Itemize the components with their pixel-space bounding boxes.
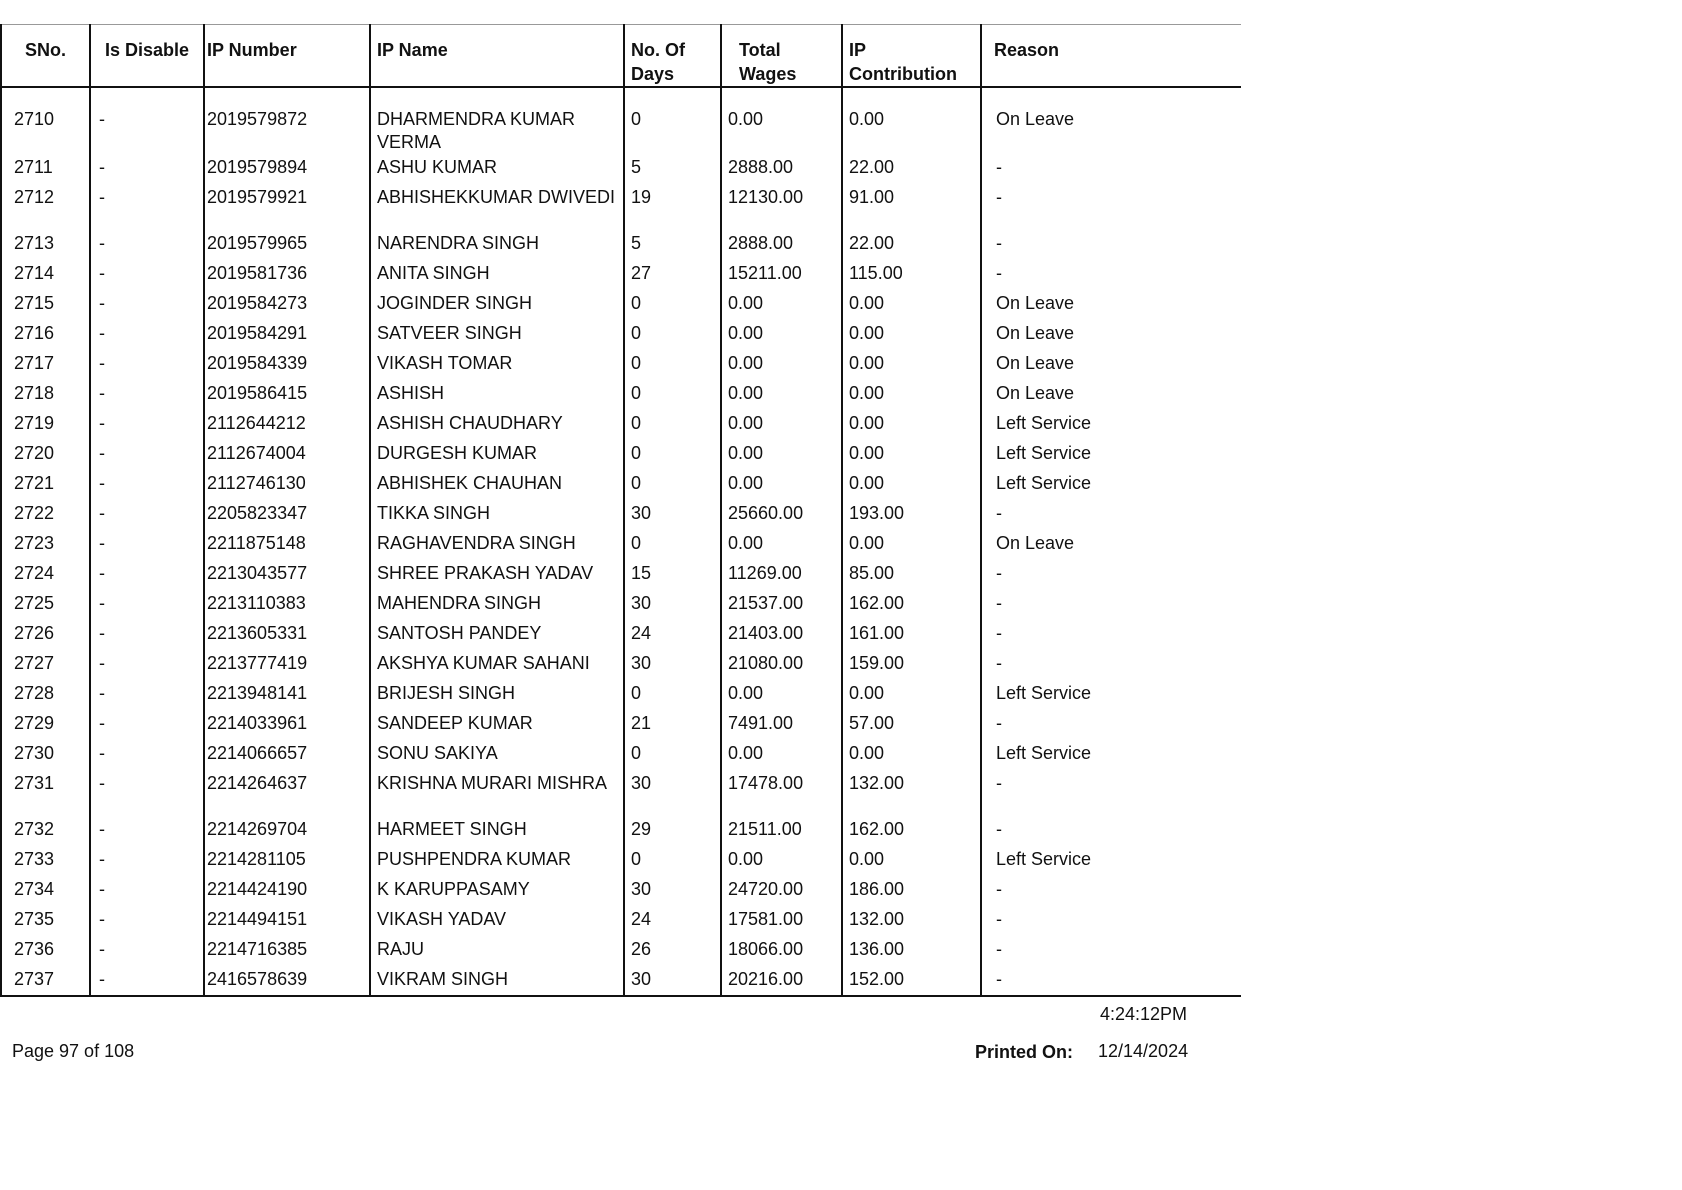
- cell-reason: -: [981, 260, 1241, 290]
- cell-sno: 2733: [1, 846, 90, 876]
- cell-is-disable: -: [90, 184, 204, 230]
- table-row: [1, 906, 1241, 936]
- cell-no-of-days: 5: [624, 154, 721, 184]
- cell-sno: 2730: [1, 740, 90, 770]
- table-row: [1, 936, 1241, 966]
- table-row: [1, 816, 1241, 846]
- report-sheet: [0, 24, 1240, 997]
- cell-ip-number: 2019586415: [204, 380, 370, 410]
- cell-ip-number: 2112746130: [204, 470, 370, 500]
- cell-sno: 2731: [1, 770, 90, 816]
- cell-is-disable: -: [90, 620, 204, 650]
- header-no-of-days: No. Of Days: [624, 25, 721, 88]
- cell-total-wages: 11269.00: [721, 560, 842, 590]
- cell-no-of-days: 30: [624, 770, 721, 816]
- cell-ip-name: ANITA SINGH: [370, 260, 624, 290]
- cell-total-wages: 0.00: [721, 87, 842, 154]
- cell-ip-name: ASHU KUMAR: [370, 154, 624, 184]
- cell-ip-contribution: 115.00: [842, 260, 981, 290]
- cell-is-disable: -: [90, 440, 204, 470]
- cell-reason: -: [981, 966, 1241, 996]
- cell-total-wages: 0.00: [721, 530, 842, 560]
- cell-no-of-days: 0: [624, 87, 721, 154]
- cell-is-disable: -: [90, 966, 204, 996]
- cell-no-of-days: 0: [624, 350, 721, 380]
- table-row: [1, 320, 1241, 350]
- cell-ip-number: 2214066657: [204, 740, 370, 770]
- table-row: [1, 530, 1241, 560]
- cell-ip-contribution: 136.00: [842, 936, 981, 966]
- cell-ip-number: 2214716385: [204, 936, 370, 966]
- cell-ip-number: 2205823347: [204, 500, 370, 530]
- cell-ip-contribution: 0.00: [842, 410, 981, 440]
- cell-no-of-days: 0: [624, 530, 721, 560]
- cell-is-disable: -: [90, 87, 204, 154]
- cell-no-of-days: 30: [624, 966, 721, 996]
- cell-sno: 2711: [1, 154, 90, 184]
- cell-ip-number: 2213948141: [204, 680, 370, 710]
- cell-ip-number: 2019579872: [204, 87, 370, 154]
- cell-is-disable: -: [90, 710, 204, 740]
- cell-reason: -: [981, 876, 1241, 906]
- cell-is-disable: -: [90, 740, 204, 770]
- printed-on-label: Printed On:: [975, 1042, 1073, 1062]
- cell-ip-contribution: 159.00: [842, 650, 981, 680]
- cell-ip-name: JOGINDER SINGH: [370, 290, 624, 320]
- cell-sno: 2734: [1, 876, 90, 906]
- header-row: [1, 25, 1241, 88]
- cell-ip-contribution: 161.00: [842, 620, 981, 650]
- cell-ip-contribution: 22.00: [842, 154, 981, 184]
- cell-reason: Left Service: [981, 410, 1241, 440]
- header-sno: SNo.: [1, 25, 90, 88]
- cell-reason: -: [981, 650, 1241, 680]
- cell-ip-number: 2416578639: [204, 966, 370, 996]
- cell-ip-contribution: 0.00: [842, 350, 981, 380]
- cell-no-of-days: 0: [624, 470, 721, 500]
- cell-reason: -: [981, 936, 1241, 966]
- cell-is-disable: -: [90, 680, 204, 710]
- cell-is-disable: -: [90, 650, 204, 680]
- table-row: [1, 184, 1241, 230]
- table-row: [1, 680, 1241, 710]
- cell-sno: 2736: [1, 936, 90, 966]
- cell-ip-name: HARMEET SINGH: [370, 816, 624, 846]
- cell-ip-name: RAGHAVENDRA SINGH: [370, 530, 624, 560]
- table-row: [1, 500, 1241, 530]
- cell-sno: 2716: [1, 320, 90, 350]
- table-row: [1, 260, 1241, 290]
- table-row: [1, 440, 1241, 470]
- cell-ip-number: 2214424190: [204, 876, 370, 906]
- cell-total-wages: 12130.00: [721, 184, 842, 230]
- cell-ip-contribution: 0.00: [842, 440, 981, 470]
- cell-reason: -: [981, 906, 1241, 936]
- cell-ip-number: 2213110383: [204, 590, 370, 620]
- cell-ip-contribution: 132.00: [842, 770, 981, 816]
- cell-ip-number: 2214269704: [204, 816, 370, 846]
- cell-sno: 2712: [1, 184, 90, 230]
- cell-total-wages: 0.00: [721, 680, 842, 710]
- cell-ip-number: 2019584273: [204, 290, 370, 320]
- cell-reason: Left Service: [981, 440, 1241, 470]
- cell-is-disable: -: [90, 230, 204, 260]
- cell-is-disable: -: [90, 936, 204, 966]
- cell-sno: 2714: [1, 260, 90, 290]
- cell-ip-contribution: 0.00: [842, 530, 981, 560]
- cell-ip-number: 2213777419: [204, 650, 370, 680]
- cell-ip-name: VIKASH TOMAR: [370, 350, 624, 380]
- table-row: [1, 770, 1241, 816]
- cell-is-disable: -: [90, 410, 204, 440]
- cell-sno: 2724: [1, 560, 90, 590]
- print-time: 4:24:12PM: [1100, 1004, 1188, 1024]
- cell-reason: On Leave: [981, 290, 1241, 320]
- table-row: [1, 410, 1241, 440]
- cell-ip-number: 2213043577: [204, 560, 370, 590]
- cell-reason: -: [981, 620, 1241, 650]
- cell-ip-number: 2112644212: [204, 410, 370, 440]
- cell-no-of-days: 29: [624, 816, 721, 846]
- cell-total-wages: 0.00: [721, 410, 842, 440]
- cell-ip-contribution: 186.00: [842, 876, 981, 906]
- cell-total-wages: 21511.00: [721, 816, 842, 846]
- cell-total-wages: 21080.00: [721, 650, 842, 680]
- table-row: [1, 590, 1241, 620]
- cell-reason: -: [981, 770, 1241, 816]
- cell-sno: 2721: [1, 470, 90, 500]
- table-row: [1, 846, 1241, 876]
- header-ip-contribution: IP Contribution: [842, 25, 981, 88]
- table-row: [1, 650, 1241, 680]
- cell-ip-name: ABHISHEKKUMAR DWIVEDI: [370, 184, 624, 230]
- cell-reason: Left Service: [981, 680, 1241, 710]
- cell-no-of-days: 30: [624, 500, 721, 530]
- cell-sno: 2713: [1, 230, 90, 260]
- cell-no-of-days: 27: [624, 260, 721, 290]
- cell-ip-number: 2019579921: [204, 184, 370, 230]
- cell-ip-contribution: 0.00: [842, 680, 981, 710]
- cell-total-wages: 0.00: [721, 380, 842, 410]
- cell-sno: 2710: [1, 87, 90, 154]
- cell-ip-contribution: 22.00: [842, 230, 981, 260]
- cell-ip-number: 2112674004: [204, 440, 370, 470]
- header-total-wages: Total Wages: [721, 25, 842, 88]
- cell-total-wages: 17581.00: [721, 906, 842, 936]
- cell-reason: -: [981, 184, 1241, 230]
- cell-ip-contribution: 0.00: [842, 846, 981, 876]
- cell-no-of-days: 0: [624, 380, 721, 410]
- cell-ip-name: TIKKA SINGH: [370, 500, 624, 530]
- table-row: [1, 876, 1241, 906]
- cell-total-wages: 0.00: [721, 470, 842, 500]
- table-row: [1, 87, 1241, 154]
- cell-total-wages: 15211.00: [721, 260, 842, 290]
- cell-total-wages: 0.00: [721, 320, 842, 350]
- cell-is-disable: -: [90, 560, 204, 590]
- cell-ip-name: SANDEEP KUMAR: [370, 710, 624, 740]
- cell-ip-name: VIKASH YADAV: [370, 906, 624, 936]
- cell-sno: 2726: [1, 620, 90, 650]
- header-is-disable: Is Disable: [90, 25, 204, 88]
- cell-total-wages: 2888.00: [721, 230, 842, 260]
- cell-total-wages: 21537.00: [721, 590, 842, 620]
- cell-ip-name: VIKRAM SINGH: [370, 966, 624, 996]
- cell-ip-name: NARENDRA SINGH: [370, 230, 624, 260]
- cell-is-disable: -: [90, 876, 204, 906]
- cell-ip-contribution: 0.00: [842, 290, 981, 320]
- cell-ip-number: 2214033961: [204, 710, 370, 740]
- cell-ip-name: SONU SAKIYA: [370, 740, 624, 770]
- cell-no-of-days: 0: [624, 410, 721, 440]
- cell-no-of-days: 26: [624, 936, 721, 966]
- cell-reason: -: [981, 710, 1241, 740]
- cell-total-wages: 21403.00: [721, 620, 842, 650]
- cell-no-of-days: 0: [624, 320, 721, 350]
- cell-no-of-days: 30: [624, 590, 721, 620]
- cell-is-disable: -: [90, 816, 204, 846]
- cell-sno: 2735: [1, 906, 90, 936]
- cell-is-disable: -: [90, 906, 204, 936]
- cell-ip-contribution: 0.00: [842, 320, 981, 350]
- cell-ip-number: 2211875148: [204, 530, 370, 560]
- cell-ip-contribution: 57.00: [842, 710, 981, 740]
- cell-is-disable: -: [90, 290, 204, 320]
- cell-sno: 2727: [1, 650, 90, 680]
- cell-ip-number: 2214281105: [204, 846, 370, 876]
- cell-total-wages: 17478.00: [721, 770, 842, 816]
- cell-total-wages: 0.00: [721, 440, 842, 470]
- cell-ip-name: K KARUPPASAMY: [370, 876, 624, 906]
- cell-is-disable: -: [90, 350, 204, 380]
- cell-total-wages: 0.00: [721, 740, 842, 770]
- cell-total-wages: 0.00: [721, 350, 842, 380]
- cell-total-wages: 18066.00: [721, 936, 842, 966]
- cell-ip-name: SATVEER SINGH: [370, 320, 624, 350]
- cell-total-wages: 20216.00: [721, 966, 842, 996]
- cell-sno: 2717: [1, 350, 90, 380]
- cell-ip-contribution: 0.00: [842, 470, 981, 500]
- cell-no-of-days: 0: [624, 740, 721, 770]
- cell-sno: 2720: [1, 440, 90, 470]
- cell-is-disable: -: [90, 530, 204, 560]
- cell-sno: 2725: [1, 590, 90, 620]
- cell-is-disable: -: [90, 500, 204, 530]
- cell-ip-number: 2019579894: [204, 154, 370, 184]
- cell-total-wages: 24720.00: [721, 876, 842, 906]
- contribution-table: [0, 24, 1241, 997]
- cell-total-wages: 25660.00: [721, 500, 842, 530]
- cell-is-disable: -: [90, 154, 204, 184]
- cell-reason: -: [981, 500, 1241, 530]
- cell-no-of-days: 5: [624, 230, 721, 260]
- cell-is-disable: -: [90, 380, 204, 410]
- table-row: [1, 710, 1241, 740]
- cell-ip-name: ASHISH CHAUDHARY: [370, 410, 624, 440]
- cell-ip-number: 2214264637: [204, 770, 370, 816]
- cell-reason: On Leave: [981, 87, 1241, 154]
- cell-no-of-days: 24: [624, 906, 721, 936]
- cell-ip-contribution: 162.00: [842, 816, 981, 846]
- cell-reason: -: [981, 590, 1241, 620]
- cell-ip-name: ASHISH: [370, 380, 624, 410]
- cell-no-of-days: 0: [624, 680, 721, 710]
- cell-total-wages: 0.00: [721, 290, 842, 320]
- cell-reason: On Leave: [981, 380, 1241, 410]
- cell-reason: Left Service: [981, 846, 1241, 876]
- cell-sno: 2719: [1, 410, 90, 440]
- cell-is-disable: -: [90, 590, 204, 620]
- cell-reason: -: [981, 560, 1241, 590]
- cell-sno: 2737: [1, 966, 90, 996]
- table-row: [1, 620, 1241, 650]
- cell-ip-number: 2019584291: [204, 320, 370, 350]
- cell-ip-name: RAJU: [370, 936, 624, 966]
- table-row: [1, 740, 1241, 770]
- cell-reason: -: [981, 154, 1241, 184]
- cell-ip-contribution: 132.00: [842, 906, 981, 936]
- header-ip-number: IP Number: [204, 25, 370, 88]
- cell-ip-name: AKSHYA KUMAR SAHANI: [370, 650, 624, 680]
- cell-sno: 2715: [1, 290, 90, 320]
- cell-no-of-days: 15: [624, 560, 721, 590]
- cell-no-of-days: 0: [624, 440, 721, 470]
- cell-ip-contribution: 91.00: [842, 184, 981, 230]
- page-number: Page 97 of 108: [12, 1041, 135, 1061]
- cell-ip-number: 2019579965: [204, 230, 370, 260]
- cell-sno: 2723: [1, 530, 90, 560]
- cell-ip-contribution: 193.00: [842, 500, 981, 530]
- cell-reason: Left Service: [981, 470, 1241, 500]
- table-row: [1, 350, 1241, 380]
- cell-reason: Left Service: [981, 740, 1241, 770]
- cell-ip-name: SANTOSH PANDEY: [370, 620, 624, 650]
- cell-ip-name: MAHENDRA SINGH: [370, 590, 624, 620]
- cell-sno: 2729: [1, 710, 90, 740]
- cell-no-of-days: 0: [624, 290, 721, 320]
- cell-reason: -: [981, 816, 1241, 846]
- cell-sno: 2732: [1, 816, 90, 846]
- cell-no-of-days: 24: [624, 620, 721, 650]
- cell-ip-contribution: 0.00: [842, 87, 981, 154]
- cell-sno: 2718: [1, 380, 90, 410]
- table-row: [1, 380, 1241, 410]
- cell-total-wages: 0.00: [721, 846, 842, 876]
- cell-ip-contribution: 0.00: [842, 380, 981, 410]
- cell-reason: -: [981, 230, 1241, 260]
- cell-ip-name: ABHISHEK CHAUHAN: [370, 470, 624, 500]
- cell-total-wages: 7491.00: [721, 710, 842, 740]
- cell-is-disable: -: [90, 846, 204, 876]
- cell-ip-name: DURGESH KUMAR: [370, 440, 624, 470]
- cell-sno: 2722: [1, 500, 90, 530]
- cell-no-of-days: 19: [624, 184, 721, 230]
- table-row: [1, 470, 1241, 500]
- printed-on-date: 12/14/2024: [1098, 1041, 1189, 1061]
- cell-no-of-days: 30: [624, 876, 721, 906]
- cell-ip-name: BRIJESH SINGH: [370, 680, 624, 710]
- table-header: [1, 25, 1241, 88]
- cell-ip-name: KRISHNA MURARI MISHRA: [370, 770, 624, 816]
- cell-ip-contribution: 85.00: [842, 560, 981, 590]
- cell-ip-number: 2214494151: [204, 906, 370, 936]
- cell-is-disable: -: [90, 470, 204, 500]
- cell-ip-contribution: 0.00: [842, 740, 981, 770]
- cell-is-disable: -: [90, 770, 204, 816]
- cell-no-of-days: 0: [624, 846, 721, 876]
- table-row: [1, 230, 1241, 260]
- cell-sno: 2728: [1, 680, 90, 710]
- cell-ip-name: SHREE PRAKASH YADAV: [370, 560, 624, 590]
- cell-ip-contribution: 152.00: [842, 966, 981, 996]
- table-row: [1, 154, 1241, 184]
- table-row: [1, 966, 1241, 996]
- cell-no-of-days: 30: [624, 650, 721, 680]
- cell-ip-name: PUSHPENDRA KUMAR: [370, 846, 624, 876]
- cell-reason: On Leave: [981, 530, 1241, 560]
- cell-ip-number: 2019581736: [204, 260, 370, 290]
- header-reason: Reason: [981, 25, 1241, 88]
- cell-total-wages: 2888.00: [721, 154, 842, 184]
- cell-ip-number: 2213605331: [204, 620, 370, 650]
- table-body: [1, 87, 1241, 996]
- cell-is-disable: -: [90, 260, 204, 290]
- cell-ip-name: DHARMENDRA KUMAR VERMA: [370, 87, 624, 154]
- cell-ip-number: 2019584339: [204, 350, 370, 380]
- header-ip-name: IP Name: [370, 25, 624, 88]
- cell-reason: On Leave: [981, 350, 1241, 380]
- cell-reason: On Leave: [981, 320, 1241, 350]
- table-row: [1, 560, 1241, 590]
- cell-no-of-days: 21: [624, 710, 721, 740]
- cell-is-disable: -: [90, 320, 204, 350]
- cell-ip-contribution: 162.00: [842, 590, 981, 620]
- table-row: [1, 290, 1241, 320]
